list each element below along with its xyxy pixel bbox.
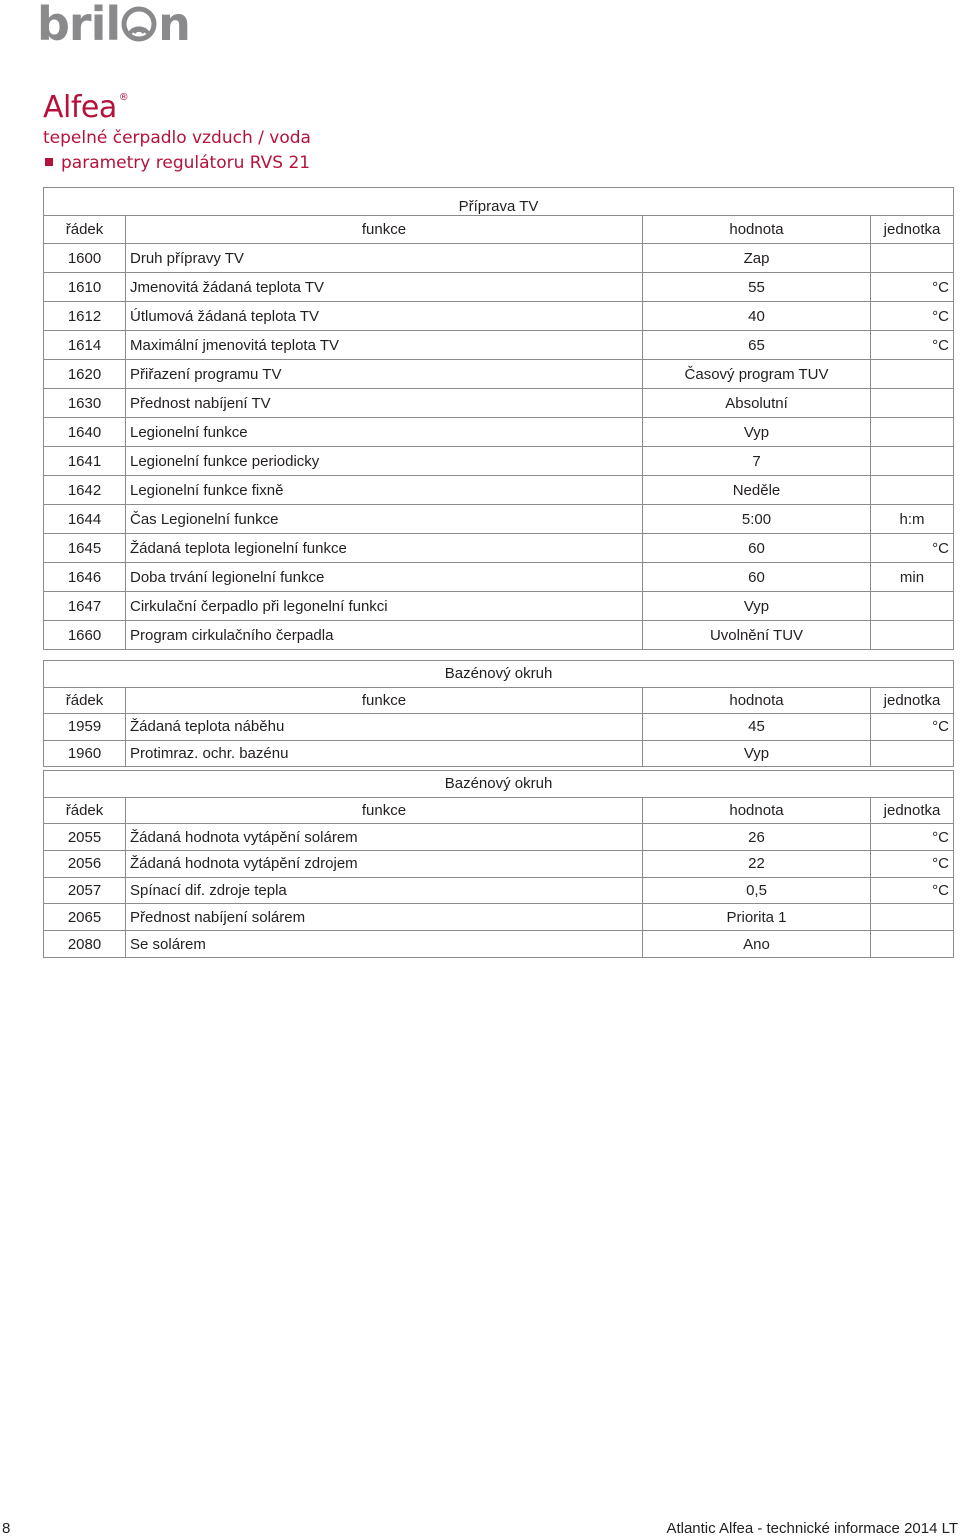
header-function: funkce (126, 687, 643, 714)
cell-value: 0,5 (643, 877, 871, 904)
header-function: funkce (126, 216, 643, 244)
header-unit: jednotka (871, 687, 954, 714)
cell-row-number: 1600 (44, 244, 126, 273)
footer-text: Atlantic Alfea - technické informace 2014 LT (666, 1520, 958, 1537)
logo-text-start: bril (37, 0, 121, 51)
cell-row-number: 1610 (44, 273, 126, 302)
cell-function: Program cirkulačního čerpadla (126, 621, 643, 650)
product-title (43, 80, 311, 126)
cell-function: Cirkulační čerpadlo při legonelní funkci (126, 592, 643, 621)
table-header-row (44, 687, 954, 714)
section-heading-text: parametry regulátoru RVS 21 (61, 153, 311, 173)
cell-unit: h:m (871, 505, 954, 534)
table-row (44, 331, 954, 360)
table-section-row (44, 188, 954, 216)
cell-unit: °C (871, 273, 954, 302)
square-bullet-icon (45, 158, 53, 166)
table-row (44, 877, 954, 904)
cell-unit (871, 244, 954, 273)
cell-function: Maximální jmenovitá teplota TV (126, 331, 643, 360)
cell-unit (871, 389, 954, 418)
table-row (44, 360, 954, 389)
cell-function: Legionelní funkce fixně (126, 476, 643, 505)
cell-row-number: 1642 (44, 476, 126, 505)
header-function: funkce (126, 797, 643, 824)
cell-row-number: 1645 (44, 534, 126, 563)
cell-value: Zap (643, 244, 871, 273)
brand-logo (37, 0, 190, 51)
cell-row-number: 1644 (44, 505, 126, 534)
cell-function: Jmenovitá žádaná teplota TV (126, 273, 643, 302)
cell-value: Vyp (643, 740, 871, 767)
header-value: hodnota (643, 216, 871, 244)
cell-row-number: 1647 (44, 592, 126, 621)
table-row (44, 418, 954, 447)
cell-value: Časový program TUV (643, 360, 871, 389)
cell-row-number: 1959 (44, 714, 126, 741)
cell-unit (871, 931, 954, 958)
cell-row-number: 1641 (44, 447, 126, 476)
table-row (44, 563, 954, 592)
cell-value: 60 (643, 534, 871, 563)
cell-value: Priorita 1 (643, 904, 871, 931)
cell-unit (871, 904, 954, 931)
cell-value: Uvolnění TUV (643, 621, 871, 650)
cell-row-number: 1646 (44, 563, 126, 592)
cell-value: 22 (643, 851, 871, 878)
cell-value: 55 (643, 273, 871, 302)
table-row (44, 824, 954, 851)
cell-row-number: 1620 (44, 360, 126, 389)
cell-row-number: 2080 (44, 931, 126, 958)
cell-value: 45 (643, 714, 871, 741)
header-unit: jednotka (871, 216, 954, 244)
table-header-row (44, 216, 954, 244)
cell-unit (871, 476, 954, 505)
table-row (44, 534, 954, 563)
cell-unit: °C (871, 824, 954, 851)
cell-unit (871, 418, 954, 447)
cell-unit (871, 621, 954, 650)
header-row-number: řádek (44, 216, 126, 244)
registered-mark: ® (118, 92, 129, 103)
parameter-table-solar (43, 770, 954, 958)
table-row (44, 447, 954, 476)
table-row (44, 714, 954, 741)
table-section-row (44, 661, 954, 688)
cell-function: Čas Legionelní funkce (126, 505, 643, 534)
cell-value: 60 (643, 563, 871, 592)
table-row (44, 592, 954, 621)
cell-function: Se solárem (126, 931, 643, 958)
table-section-title: Bazénový okruh (44, 661, 954, 688)
cell-row-number: 1612 (44, 302, 126, 331)
cell-function: Přednost nabíjení solárem (126, 904, 643, 931)
cell-function: Přiřazení programu TV (126, 360, 643, 389)
table-section-title: Příprava TV (44, 188, 954, 216)
table-row (44, 851, 954, 878)
cell-value: 26 (643, 824, 871, 851)
header-unit: jednotka (871, 797, 954, 824)
cell-function: Přednost nabíjení TV (126, 389, 643, 418)
cell-function: Útlumová žádaná teplota TV (126, 302, 643, 331)
parameter-table-pool (43, 660, 954, 767)
product-subtitle: tepelné čerpadlo vzduch / voda (43, 128, 311, 148)
cell-function: Legionelní funkce (126, 418, 643, 447)
parameter-table-tv (43, 187, 954, 650)
cell-unit (871, 740, 954, 767)
cell-row-number: 1614 (44, 331, 126, 360)
table-row (44, 476, 954, 505)
table-row (44, 621, 954, 650)
cell-function: Žádaná hodnota vytápění solárem (126, 824, 643, 851)
page-number: 8 (2, 1520, 11, 1537)
cell-unit (871, 360, 954, 389)
cell-row-number: 1660 (44, 621, 126, 650)
cell-function: Doba trvání legionelní funkce (126, 563, 643, 592)
table-row (44, 389, 954, 418)
table-row (44, 904, 954, 931)
cell-unit: °C (871, 534, 954, 563)
cell-unit: min (871, 563, 954, 592)
cell-function: Žádaná teplota náběhu (126, 714, 643, 741)
cell-value: Vyp (643, 592, 871, 621)
cell-row-number: 2057 (44, 877, 126, 904)
cell-unit: °C (871, 331, 954, 360)
cell-row-number: 1960 (44, 740, 126, 767)
cell-unit: °C (871, 714, 954, 741)
cell-value: 65 (643, 331, 871, 360)
cell-unit: °C (871, 877, 954, 904)
product-name: Alfea (43, 90, 117, 125)
table-header-row (44, 797, 954, 824)
table-section-row (44, 771, 954, 798)
table-row (44, 302, 954, 331)
table-row (44, 273, 954, 302)
cell-function: Žádaná hodnota vytápění zdrojem (126, 851, 643, 878)
cell-function: Druh přípravy TV (126, 244, 643, 273)
title-block (43, 80, 311, 176)
cell-value: Neděle (643, 476, 871, 505)
table-row (44, 931, 954, 958)
cell-row-number: 1630 (44, 389, 126, 418)
cell-value: Vyp (643, 418, 871, 447)
header-row-number: řádek (44, 797, 126, 824)
logo-text-end: n (158, 0, 190, 51)
cell-value: 5:00 (643, 505, 871, 534)
cell-row-number: 2055 (44, 824, 126, 851)
table-row (44, 244, 954, 273)
cell-function: Legionelní funkce periodicky (126, 447, 643, 476)
cell-function: Žádaná teplota legionelní funkce (126, 534, 643, 563)
table-row (44, 505, 954, 534)
cell-unit (871, 592, 954, 621)
table-row (44, 740, 954, 767)
header-row-number: řádek (44, 687, 126, 714)
header-value: hodnota (643, 687, 871, 714)
cell-value: Absolutní (643, 389, 871, 418)
section-heading (43, 151, 311, 176)
table-section-title: Bazénový okruh (44, 771, 954, 798)
cell-function: Protimraz. ochr. bazénu (126, 740, 643, 767)
cell-function: Spínací dif. zdroje tepla (126, 877, 643, 904)
cell-row-number: 2065 (44, 904, 126, 931)
cell-unit: °C (871, 302, 954, 331)
header-value: hodnota (643, 797, 871, 824)
logo-o-icon (121, 6, 157, 42)
cell-row-number: 1640 (44, 418, 126, 447)
cell-unit: °C (871, 851, 954, 878)
cell-unit (871, 447, 954, 476)
cell-value: 7 (643, 447, 871, 476)
cell-value: Ano (643, 931, 871, 958)
cell-value: 40 (643, 302, 871, 331)
cell-row-number: 2056 (44, 851, 126, 878)
